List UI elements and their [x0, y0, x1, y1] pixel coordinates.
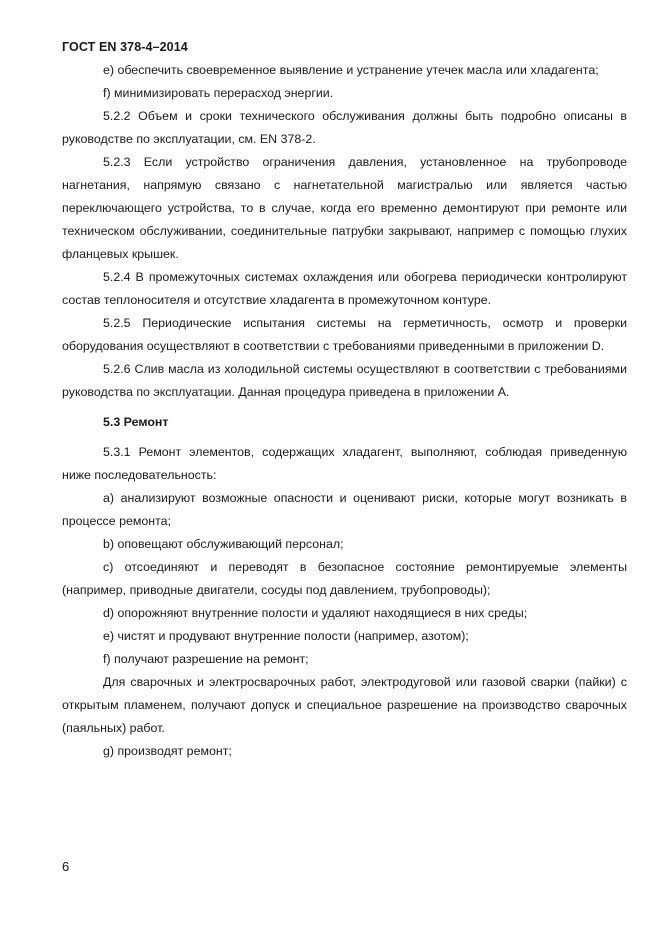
list-item: а) анализируют возможные опасности и оценивают риски, которые могут возникать в процессе ремонта;	[62, 491, 627, 528]
paragraph: 5.2.3 Если устройство ограничения давления, установленное на трубопроводе нагнетания, напрямую связано с нагнетательной магистралью или является частью переключающего устройства, то в случае, когда его временно демонтируют при ремонте или техническом обслуживании, соединительные патрубки закрывают, например с помощью глухих фланцевых крышек.	[62, 155, 627, 261]
list-item: g) производят ремонт;	[103, 744, 232, 758]
list-item: b) оповещают обслуживающий персонал;	[103, 537, 344, 551]
section-heading: 5.3 Ремонт	[103, 415, 169, 429]
list-item: d) опорожняют внутренние полости и удаляют находящиеся в них среды;	[103, 606, 528, 620]
document-body	[62, 59, 627, 763]
paragraph: 5.2.5 Периодические испытания системы на герметичность, осмотр и проверки оборудования осуществляют в соответствии с требованиями приведенными в приложении D.	[62, 316, 627, 353]
list-item: с) отсоединяют и переводят в безопасное состояние ремонтируемые элементы (например, приводные двигатели, сосуды под давлением, трубопроводы);	[62, 560, 627, 597]
paragraph: 5.3.1 Ремонт элементов, содержащих хладагент, выполняют, соблюдая приведенную ниже последовательность:	[62, 445, 627, 482]
paragraph: е) обеспечить своевременное выявление и устранение утечек масла или хладагента;	[103, 63, 599, 77]
list-item: f) получают разрешение на ремонт;	[103, 652, 309, 666]
standard-header: ГОСТ EN 378-4–2014	[62, 40, 188, 54]
paragraph: 5.2.4 В промежуточных системах охлаждения или обогрева периодически контролируют состав теплоносителя и отсутствие хладагента в промежуточном контуре.	[62, 270, 627, 307]
list-item: е) чистят и продувают внутренние полости (например, азотом);	[103, 629, 469, 643]
page-number: 6	[62, 859, 70, 874]
paragraph: f) минимизировать перерасход энергии.	[103, 86, 334, 100]
paragraph: 5.2.2 Объем и сроки технического обслуживания должны быть подробно описаны в руководстве по эксплуатации, см. EN 378-2.	[62, 109, 627, 146]
paragraph: Для сварочных и электросварочных работ, электродуговой или газовой сварки (пайки) с открытым пламенем, получают допуск и специальное разрешение на производство сварочных (паяльных) работ.	[62, 675, 627, 735]
paragraph: 5.2.6 Слив масла из холодильной системы осуществляют в соответствии с требованиями руководства по эксплуатации. Данная процедура приведена в приложении А.	[62, 362, 627, 399]
